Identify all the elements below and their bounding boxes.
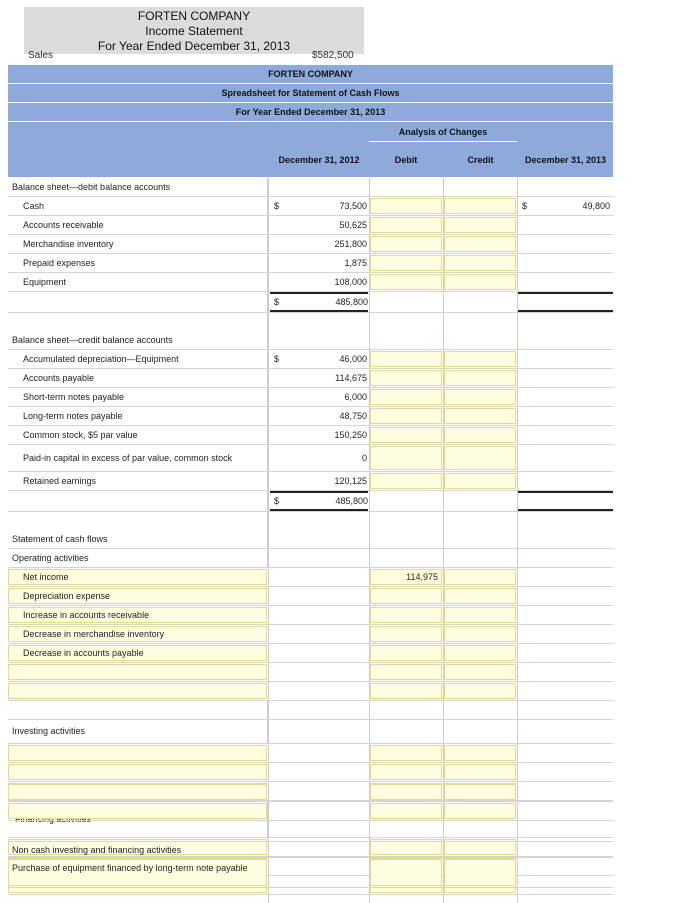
debit-total-2012: 485,800 — [270, 292, 368, 312]
credit-input-fin-4[interactable] — [444, 784, 516, 800]
op-heading-row — [8, 549, 613, 568]
label-empty — [8, 491, 268, 511]
row-equipment — [8, 273, 613, 292]
inv-heading: Investing activities — [8, 720, 268, 743]
label-dec-inv: Decrease in merchandise inventory — [23, 628, 165, 639]
debit-input-inc-ar[interactable] — [370, 607, 442, 623]
noncash-heading: Non cash investing and financing activities — [12, 845, 182, 855]
row-ar — [8, 216, 613, 235]
credit-input-cash[interactable] — [444, 198, 516, 214]
common-stock-2012: 150,250 — [334, 430, 367, 440]
sheet-period: For Year Ended December 31, 2013 — [8, 103, 613, 122]
credit-input-dec-ap[interactable] — [444, 645, 516, 661]
row-cash — [8, 197, 613, 216]
column-header-row — [8, 142, 613, 178]
row-fin-4 — [8, 783, 613, 802]
row-fin-5 — [8, 802, 613, 821]
cf-heading: Statement of cash flows — [8, 531, 268, 548]
row-noncash-item — [8, 858, 613, 888]
row-accdep — [8, 350, 613, 369]
debit-input-dec-ap[interactable] — [370, 645, 442, 661]
credit-input-op-2[interactable] — [444, 683, 516, 699]
credit-input-inv-1[interactable] — [444, 745, 516, 761]
debit-input-net-income[interactable]: 114,975 — [370, 569, 442, 585]
debit-input-ar[interactable] — [370, 217, 442, 233]
row-ap — [8, 369, 613, 388]
inventory-2012: 251,800 — [334, 239, 367, 249]
cash-2012: 73,500 — [339, 201, 367, 211]
credit-input-noncash[interactable] — [444, 859, 516, 886]
row-op-blank-1 — [8, 663, 613, 682]
label-ar: Accounts receivable — [8, 216, 268, 234]
debit-input-cash[interactable] — [370, 198, 442, 214]
debit-input-accdep[interactable] — [370, 351, 442, 367]
analysis-header-row — [8, 122, 613, 142]
col-2012: December 31, 2012 — [278, 154, 360, 165]
inv-heading-row — [8, 720, 613, 744]
is-period: For Year Ended December 31, 2013 — [97, 39, 291, 53]
cash-2013: 49,800 — [582, 201, 610, 211]
debit-input-op-1[interactable] — [370, 664, 442, 680]
stnp-2012: 6,000 — [344, 392, 367, 402]
is-sales-label: Sales — [28, 50, 54, 61]
accdep-2012: 46,000 — [339, 354, 367, 364]
label-empty — [8, 313, 268, 332]
row-dec-inv — [8, 625, 613, 644]
debit-input-retained-earnings[interactable] — [370, 473, 442, 489]
sheet-title: Spreadsheet for Statement of Cash Flows — [8, 84, 613, 103]
ar-2012: 50,625 — [339, 220, 367, 230]
row-inv-1 — [8, 744, 613, 763]
row-inc-ar — [8, 606, 613, 625]
credit-input-ltnp[interactable] — [444, 408, 516, 424]
credit-input-prepaid[interactable] — [444, 255, 516, 271]
credit-input-equipment[interactable] — [444, 274, 516, 290]
debit-input-fin-5[interactable] — [370, 803, 442, 819]
gap-row — [8, 313, 613, 332]
debit-input-equipment[interactable] — [370, 274, 442, 290]
label-equipment: Equipment — [8, 273, 268, 291]
label-input-fin-5[interactable] — [8, 803, 267, 819]
dollar-sign: $ — [274, 354, 280, 364]
equipment-2012: 108,000 — [334, 277, 367, 287]
prepaid-2012: 1,875 — [344, 258, 367, 268]
spreadsheet — [8, 65, 613, 903]
row-fin-blank — [8, 821, 613, 842]
debit-input-apic[interactable] — [370, 446, 442, 470]
label-inventory: Merchandise inventory — [8, 235, 268, 253]
label-noncash-item: Purchase of equipment financed by long-term note payable — [12, 863, 248, 873]
label-accdep: Accumulated depreciation—Equipment — [8, 350, 268, 368]
credit-input-inc-ar[interactable] — [444, 607, 516, 623]
label-stnp: Short-term notes payable — [8, 388, 268, 406]
debit-input-depreciation[interactable] — [370, 588, 442, 604]
is-sales-value: $582,500 — [312, 50, 354, 61]
credit-input-depreciation[interactable] — [444, 588, 516, 604]
debit-input-inv-2[interactable] — [370, 764, 442, 780]
debit-heading-row — [8, 178, 613, 197]
row-op-blank-3 — [8, 701, 613, 720]
credit-input-net-income[interactable] — [444, 569, 516, 585]
label-input-inv-1[interactable] — [8, 745, 267, 761]
label-ltnp: Long-term notes payable — [8, 407, 268, 425]
credit-input-inventory[interactable] — [444, 236, 516, 252]
analysis-of-changes: Analysis of Changes — [369, 122, 517, 142]
row-depreciation — [8, 587, 613, 606]
credit-input-accdep[interactable] — [444, 351, 516, 367]
label-depreciation: Depreciation expense — [23, 590, 111, 601]
label-empty — [8, 292, 268, 312]
is-company: FORTEN COMPANY — [137, 9, 251, 23]
row-net-income — [8, 568, 613, 587]
row-apic — [8, 445, 613, 472]
credit-total-2013 — [518, 491, 613, 511]
label-inc-ar: Increase in accounts receivable — [23, 609, 150, 620]
credit-input-stnp[interactable] — [444, 389, 516, 405]
row-common-stock — [8, 426, 613, 445]
debit-input-dec-inv[interactable] — [370, 626, 442, 642]
debit-input-noncash[interactable] — [370, 859, 442, 886]
retained-earnings-2012: 120,125 — [334, 476, 367, 486]
debit-input-inv-1[interactable] — [370, 745, 442, 761]
op-heading: Operating activities — [8, 549, 268, 567]
row-ltnp — [8, 407, 613, 426]
credit-input-apic[interactable] — [444, 446, 516, 470]
debit-input-stnp[interactable] — [370, 389, 442, 405]
sheet-company: FORTEN COMPANY — [8, 65, 613, 84]
label-cash: Cash — [8, 197, 268, 215]
credit-input-ap[interactable] — [444, 370, 516, 386]
label-input-op-2[interactable] — [8, 683, 267, 699]
credit-input-op-1[interactable] — [444, 664, 516, 680]
label-net-income: Net income — [23, 571, 69, 582]
credit-total-2012: 485,800 — [270, 491, 368, 511]
credit-input-ar[interactable] — [444, 217, 516, 233]
credit-heading: Balance sheet—credit balance accounts — [8, 332, 268, 349]
debit-input-ap[interactable] — [370, 370, 442, 386]
debit-input-prepaid[interactable] — [370, 255, 442, 271]
row-op-blank-2 — [8, 682, 613, 701]
row-stnp — [8, 388, 613, 407]
col-debit: Debit — [394, 154, 418, 165]
credit-input-common-stock[interactable] — [444, 427, 516, 443]
cf-heading-row — [8, 531, 613, 549]
debit-total-2013 — [518, 292, 613, 312]
label-empty — [8, 701, 268, 719]
debit-heading: Balance sheet—debit balance accounts — [8, 178, 268, 196]
label-input-op-1[interactable] — [8, 664, 267, 680]
debit-input-inventory[interactable] — [370, 236, 442, 252]
label-prepaid: Prepaid expenses — [8, 254, 268, 272]
row-inventory — [8, 235, 613, 254]
row-dec-ap — [8, 644, 613, 663]
credit-input-dec-inv[interactable] — [444, 626, 516, 642]
ap-2012: 114,675 — [335, 373, 367, 383]
apic-2012: 0 — [361, 453, 367, 463]
credit-input-fin-5[interactable] — [444, 803, 516, 819]
row-debit-total — [8, 292, 613, 313]
label-apic: Paid-in capital in excess of par value, common stock — [8, 445, 268, 471]
ltnp-2012: 48,750 — [339, 411, 367, 421]
debit-input-fin-4[interactable] — [370, 784, 442, 800]
row-retained-earnings — [8, 472, 613, 491]
debit-input-common-stock[interactable] — [370, 427, 442, 443]
col-credit: Credit — [467, 154, 494, 165]
dollar-sign-2013: $ — [522, 201, 528, 211]
dollar-sign: $ — [274, 496, 280, 506]
label-dec-ap: Decrease in accounts payable — [23, 647, 144, 658]
row-credit-total — [8, 491, 613, 512]
col-2013: December 31, 2013 — [524, 154, 607, 165]
credit-input-inv-2[interactable] — [444, 764, 516, 780]
label-empty — [8, 512, 268, 531]
credit-input-retained-earnings[interactable] — [444, 473, 516, 489]
dollar-sign: $ — [274, 297, 280, 307]
label-common-stock: Common stock, $5 par value — [8, 426, 268, 444]
row-prepaid — [8, 254, 613, 273]
label-retained-earnings: Retained earnings — [8, 472, 268, 490]
gap-row — [8, 512, 613, 531]
label-ap: Accounts payable — [8, 369, 268, 387]
label-input-fin-4[interactable] — [8, 784, 267, 800]
dollar-sign: $ — [274, 201, 280, 211]
is-title: Income Statement — [145, 24, 243, 38]
credit-heading-row — [8, 332, 613, 350]
label-input-inv-2[interactable] — [8, 764, 267, 780]
noncash-heading-row — [8, 842, 613, 858]
debit-input-ltnp[interactable] — [370, 408, 442, 424]
row-inv-2 — [8, 763, 613, 782]
debit-input-op-2[interactable] — [370, 683, 442, 699]
